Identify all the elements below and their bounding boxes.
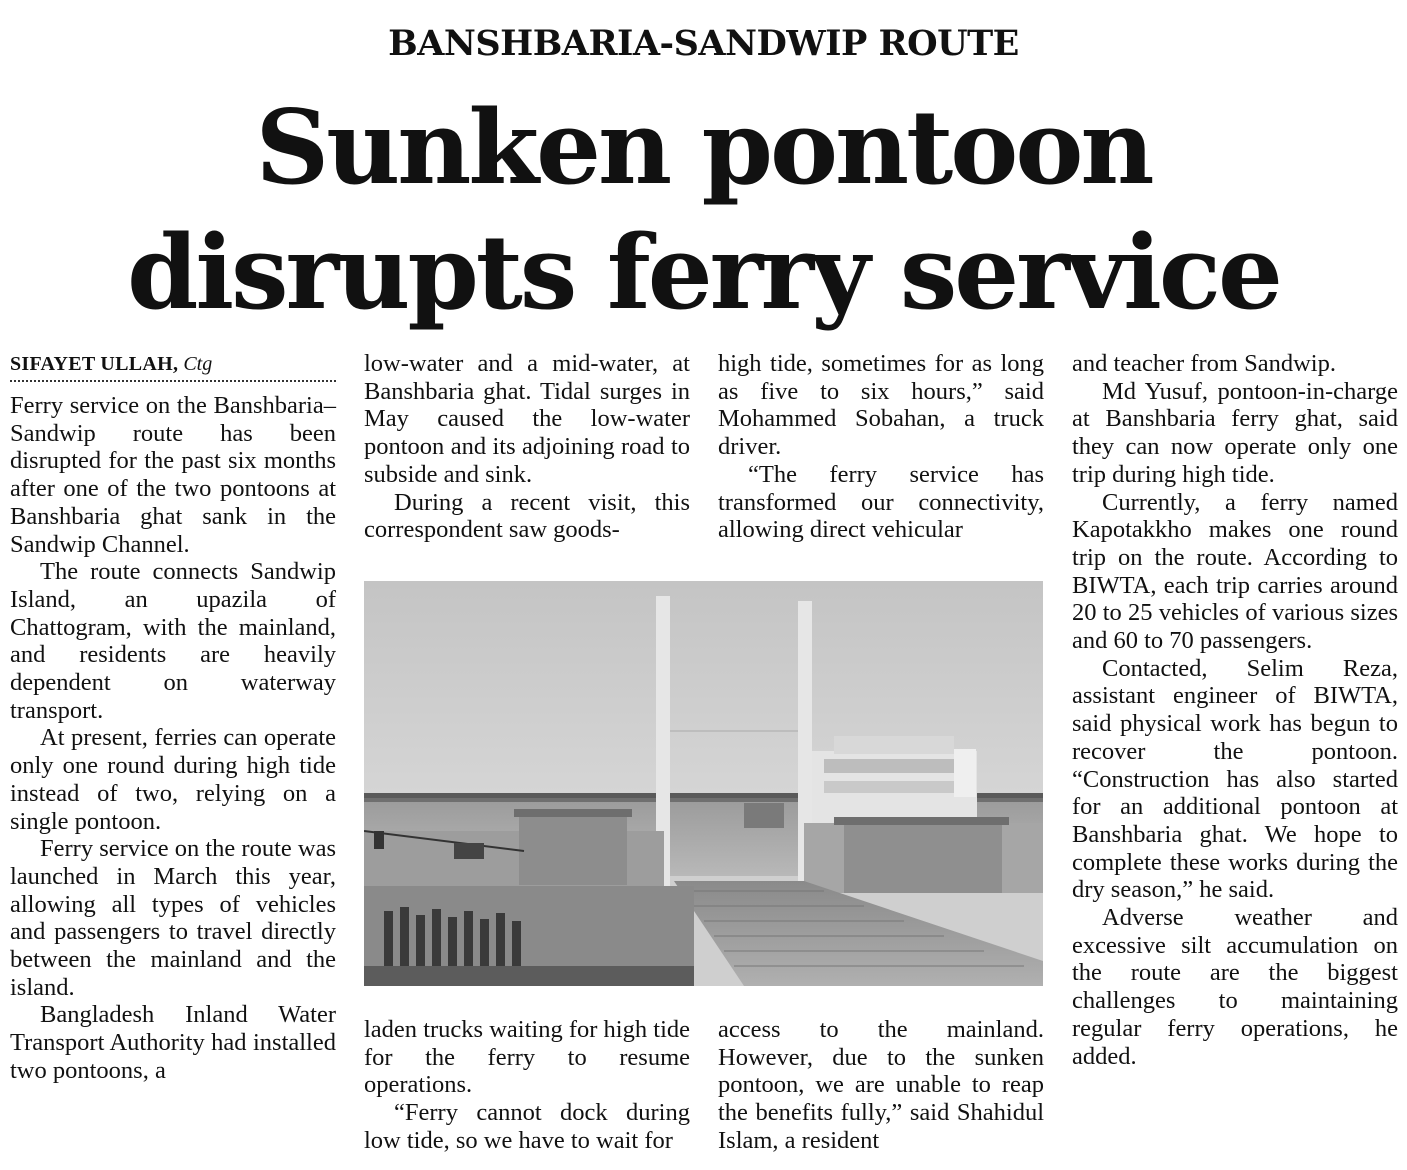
- headline-line-2: disrupts ferry service: [127, 213, 1280, 333]
- article-column-4: [1072, 350, 1398, 1070]
- section-kicker: BANSHBARIA-SANDWIP ROUTE: [388, 23, 1019, 64]
- paragraph: low-water and a mid-water, at Banshbaria ghat. Tidal surges in May caused the low-water pontoon and its adjoining road to subside and sink.: [364, 350, 690, 488]
- paragraph: Currently, a ferry named Kapotakkho makes one round trip on the route. According to BIWTA, each trip carries around 20 to 25 vehicles of various sizes and 60 to 70 passengers.: [1072, 488, 1398, 655]
- pontoon-ferry-ghat-photo: [364, 581, 1043, 986]
- article-column-3-continued: [718, 1016, 1044, 1155]
- article-column-1: [10, 350, 336, 1085]
- article-column-3: [718, 350, 1044, 544]
- headline: [0, 86, 1407, 336]
- paragraph: Ferry service on the route was launched in March this year, allowing all types of vehicles and passengers to travel directly between the mainland and the island.: [10, 835, 336, 1001]
- paragraph: Bangladesh Inland Water Transport Authority had installed two pontoons, a: [10, 1001, 336, 1084]
- paragraph: high tide, sometimes for as long as five to six hours,” said Mohammed Sobahan, a truck driver.: [718, 350, 1044, 461]
- article-column-2: [364, 350, 690, 544]
- byline-author: SIFAYET ULLAH,: [10, 353, 179, 375]
- paragraph: Adverse weather and excessive silt accumulation on the route are the biggest challenges to maintaining regular ferry operations, he added.: [1072, 904, 1398, 1070]
- paragraph: and teacher from Sandwip.: [1072, 350, 1336, 377]
- article-photo: [364, 581, 1043, 986]
- paragraph: “Ferry cannot dock during low tide, so we have to wait for: [364, 1099, 690, 1154]
- paragraph: laden trucks waiting for high tide for the ferry to resume operations.: [364, 1016, 690, 1099]
- byline-location: Ctg: [183, 353, 213, 375]
- paragraph: During a recent visit, this correspondent saw goods-: [364, 488, 690, 544]
- paragraph: access to the mainland. However, due to the sunken pontoon, we are unable to reap the benefits fully,” said Shahidul Islam, a resident: [718, 1016, 1044, 1154]
- paragraph: Contacted, Selim Reza, assistant engineer of BIWTA, said physical work has begun to recover the pontoon. “Construction has also started for an additional pontoon at Banshbaria ghat. We hope to complete these works during the dry season,” he said.: [1072, 654, 1398, 904]
- paragraph: Md Yusuf, pontoon-in-charge at Banshbaria ferry ghat, said they can now operate only one trip during high tide.: [1072, 377, 1398, 488]
- article-column-2-continued: [364, 1016, 690, 1155]
- paragraph: “The ferry service has transformed our connectivity, allowing direct vehicular: [718, 460, 1044, 544]
- paragraph: The route connects Sandwip Island, an upazila of Chattogram, with the mainland, and residents are heavily dependent on waterway transport.: [10, 558, 336, 724]
- paragraph: Ferry service on the Banshbaria–Sandwip route has been disrupted for the past six months after one of the two pontoons at Banshbaria ghat sank in the Sandwip Channel.: [10, 392, 336, 558]
- paragraph: At present, ferries can operate only one round during high tide instead of two, relying on a single pontoon.: [10, 724, 336, 835]
- headline-line-1: Sunken pontoon: [255, 88, 1152, 208]
- byline: [10, 350, 336, 382]
